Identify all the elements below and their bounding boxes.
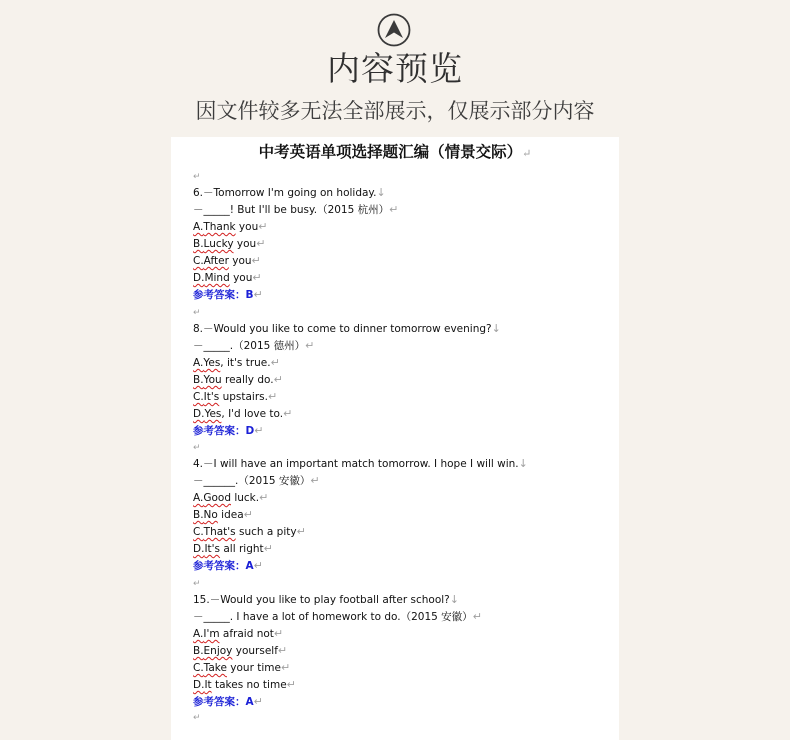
answer-option [193, 269, 262, 287]
answer-option [193, 489, 268, 507]
option-keyword: Mind [204, 272, 230, 284]
answer-option [193, 506, 253, 524]
paragraph-mark: ↵ [280, 661, 291, 674]
answer-value: D [245, 425, 255, 437]
question-stem [193, 455, 528, 473]
option-keyword: It [204, 679, 212, 691]
option-key: B. [193, 238, 204, 250]
line-break-mark: ↓ [518, 457, 528, 470]
option-text: you [229, 272, 253, 284]
question-reply-text: －_____. I have a lot of homework to do.（2015 安徽） [193, 611, 473, 623]
answer-option [193, 659, 290, 677]
question-reply [193, 201, 398, 219]
option-keyword: Good [203, 492, 231, 504]
option-keyword: Lucky [203, 238, 234, 250]
empty-paragraph-mark: ↵ [193, 579, 201, 589]
up-arrow-logo-icon [377, 13, 411, 47]
empty-paragraph-mark: ↵ [193, 172, 201, 182]
option-text: really do. [221, 374, 274, 386]
paragraph-mark: ↵ [253, 288, 263, 301]
paragraph-mark: ↵ [296, 525, 306, 538]
option-key: A. [193, 357, 204, 369]
option-keyword: After [203, 255, 229, 267]
option-text: you [235, 221, 259, 233]
paragraph-mark: ↵ [273, 373, 283, 386]
option-text: upstairs. [219, 391, 268, 403]
option-key: C. [193, 255, 204, 267]
option-text: , I'd love to. [221, 408, 284, 420]
option-keyword: Take [203, 662, 227, 674]
paragraph-mark: ↵ [253, 559, 263, 572]
option-key: D. [193, 543, 205, 555]
question-stem [193, 591, 459, 609]
answer-label: 参考答案： [193, 696, 246, 708]
option-key: D. [193, 272, 205, 284]
empty-paragraph-mark: ↵ [193, 713, 201, 723]
reference-answer [193, 557, 263, 575]
option-key: D. [193, 408, 205, 420]
option-text: you [228, 255, 252, 267]
line-break-mark: ↓ [491, 322, 501, 335]
paragraph-mark: ↵ [273, 627, 284, 640]
question-stem [193, 320, 501, 338]
paragraph-mark: ↵ [254, 424, 264, 437]
paragraph-mark: ↵ [522, 147, 532, 160]
preview-subtitle: 因文件较多无法全部展示，仅展示部分内容 [195, 99, 595, 123]
answer-option [193, 371, 283, 389]
option-text: takes no time [211, 679, 287, 691]
option-key: B. [193, 509, 204, 521]
paragraph-mark: ↵ [277, 644, 288, 657]
question-reply [193, 337, 314, 355]
option-keyword: Yes [204, 408, 222, 420]
option-text: you [233, 238, 257, 250]
option-keyword: You [203, 374, 222, 386]
option-text: , it's true. [220, 357, 271, 369]
answer-option [193, 235, 265, 253]
option-text: all right [220, 543, 264, 555]
option-key: C. [193, 526, 204, 538]
paragraph-mark: ↵ [251, 254, 261, 267]
reference-answer [193, 286, 263, 304]
paragraph-mark: ↵ [256, 237, 266, 250]
option-keyword: It's [203, 391, 220, 403]
line-break-mark: ↓ [449, 593, 459, 606]
answer-option [193, 252, 261, 270]
paragraph-mark: ↵ [305, 339, 315, 352]
paragraph-mark: ↵ [253, 695, 263, 708]
option-keyword: That's [203, 526, 236, 538]
answer-option [193, 388, 277, 406]
paragraph-mark: ↵ [267, 390, 278, 403]
paragraph-mark: ↵ [259, 491, 269, 504]
answer-label: 参考答案： [193, 289, 246, 301]
paragraph-mark: ↵ [243, 508, 253, 521]
option-keyword: No [203, 509, 218, 521]
question-reply [193, 608, 482, 626]
document-title-text: 中考英语单项选择题汇编（情景交际） [258, 142, 523, 161]
answer-option [193, 625, 283, 643]
answer-value: B [245, 289, 254, 301]
option-text: idea [217, 509, 244, 521]
question-stem-text: 4.－I will have an important match tomorrow. I hope I will win. [193, 458, 519, 470]
question-reply-text: －_____.（2015 德州） [193, 340, 306, 352]
empty-paragraph-mark: ↵ [193, 308, 201, 318]
paragraph-mark: ↵ [310, 474, 320, 487]
option-key: A. [193, 492, 204, 504]
empty-paragraph-mark: ↵ [193, 443, 201, 453]
question-stem-text: 15.－Would you like to play football after school? [193, 594, 450, 606]
paragraph-mark: ↵ [252, 271, 262, 284]
option-keyword: Enjoy [203, 645, 233, 657]
option-key: B. [193, 374, 204, 386]
paragraph-mark: ↵ [283, 407, 293, 420]
answer-value: A [245, 560, 254, 572]
preview-title: 内容预览 [327, 49, 463, 88]
line-break-mark: ↓ [376, 186, 386, 199]
answer-label: 参考答案： [193, 560, 246, 572]
question-stem-text: 8.－Would you like to come to dinner tomorrow evening? [193, 323, 492, 335]
option-keyword: Thank [203, 221, 236, 233]
option-key: C. [193, 391, 204, 403]
answer-option [193, 642, 287, 660]
option-keyword: Yes [203, 357, 221, 369]
question-stem [193, 184, 386, 202]
answer-option [193, 218, 267, 236]
question-reply [193, 472, 320, 490]
paragraph-mark: ↵ [472, 610, 482, 623]
question-reply-text: －_____! But I'll be busy.（2015 杭州） [193, 204, 390, 216]
option-key: D. [193, 679, 205, 691]
question-reply-text: －______.（2015 安徽） [193, 475, 311, 487]
document-title [171, 140, 619, 166]
option-text: yourself [232, 645, 278, 657]
option-text: your time [226, 662, 281, 674]
paragraph-mark: ↵ [270, 356, 280, 369]
answer-option [193, 354, 280, 372]
option-key: B. [193, 645, 204, 657]
paragraph-mark: ↵ [258, 220, 268, 233]
answer-option [193, 523, 306, 541]
option-text: such a pity [235, 526, 297, 538]
reference-answer [193, 422, 263, 440]
option-key: A. [193, 628, 204, 640]
document-page [171, 137, 619, 740]
answer-value: A [245, 696, 254, 708]
answer-option [193, 405, 292, 423]
reference-answer [193, 693, 263, 711]
question-stem-text: 6.－Tomorrow I'm going on holiday. [193, 187, 377, 199]
option-key: A. [193, 221, 204, 233]
option-keyword: I'm [203, 628, 220, 640]
paragraph-mark: ↵ [286, 678, 296, 691]
paragraph-mark: ↵ [389, 203, 399, 216]
answer-option [193, 676, 296, 694]
answer-label: 参考答案： [193, 425, 246, 437]
option-key: C. [193, 662, 204, 674]
option-text: luck. [231, 492, 260, 504]
answer-option [193, 540, 273, 558]
option-keyword: It's [204, 543, 221, 555]
paragraph-mark: ↵ [263, 542, 273, 555]
option-text: afraid not [219, 628, 274, 640]
